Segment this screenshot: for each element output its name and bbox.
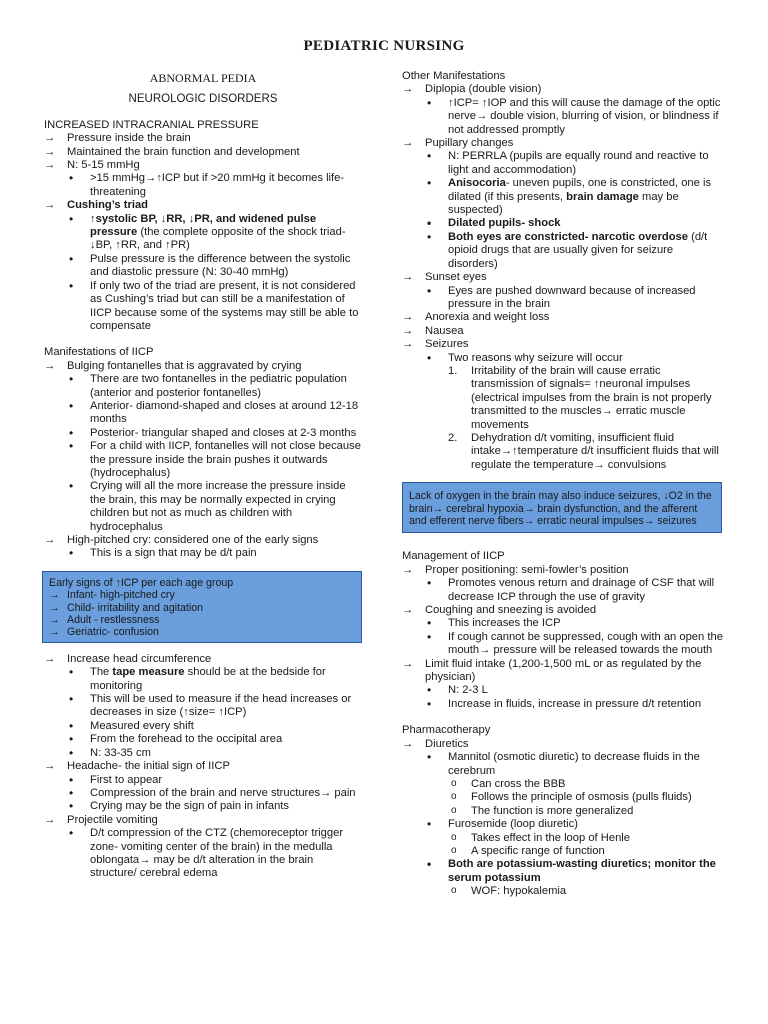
bullet-item: • ↑ICP= ↑IOP and this will cause the damage of the optic nerve→ double vision, blurring of vision, or blindness if not addressed promptly	[402, 97, 724, 137]
callout-heading: Early signs of ↑ICP per each age group	[49, 576, 234, 589]
bullet-item: • This will be used to measure if the head increases or decreases in size (↑size= ↑ICP)	[44, 693, 362, 720]
text: The	[90, 666, 113, 679]
bullet-item: • Two reasons why seizure will occur	[402, 352, 724, 365]
bullet-item	[402, 177, 724, 217]
bold-text: tape measure	[112, 666, 185, 679]
callout-item: → Geriatric- confusion	[49, 626, 355, 638]
bullet-item: • N: 2-3 L	[402, 684, 724, 697]
callout-item: → Adult - restlessness	[49, 614, 355, 626]
section-heading: Manifestations of IICP	[44, 346, 154, 359]
circle-item: o The function is more generalized	[402, 805, 724, 818]
arrow-item: → Headache- the initial sign of IICP	[44, 760, 362, 773]
text: may be suspected)	[448, 190, 679, 217]
other-manifestations-list	[402, 83, 724, 472]
bullet-item: • Mannitol (osmotic diuretic) to decrease fluids in the cerebrum	[402, 751, 724, 778]
arrow-item: → Cushing’s triad	[44, 199, 362, 212]
bullet-item: • Compression of the brain and nerve structures→ pain	[44, 787, 362, 800]
bullet-item: • If only two of the triad are present, it is not considered as Cushing’s triad but can still be a manifestation of IICP because some of the systems may still be able to compensate	[44, 280, 362, 334]
bullet-item: • N: PERRLA (pupils are equally round and reactive to light and accommodation)	[402, 150, 724, 177]
bullet-item: • For a child with IICP, fontanelles will not close because the pressure inside the brain pushes it outwards (hydrocephalus)	[44, 440, 362, 480]
arrow-item: → Pressure inside the brain	[44, 132, 362, 145]
section-subtitle: NEUROLOGIC DISORDERS	[128, 93, 278, 106]
arrow-item: → High-pitched cry: considered one of the early signs	[44, 534, 362, 547]
arrow-item: → Proper positioning: semi-fowler’s position	[402, 564, 724, 577]
bullet-item: • Pulse pressure is the difference between the systolic and diastolic pressure (N: 30-40 mmHg)	[44, 253, 362, 280]
bullet-item: • Dilated pupils- shock	[402, 217, 724, 230]
right-column	[402, 70, 724, 899]
bullet-item: • First to appear	[44, 774, 362, 787]
bullet-item: • Promotes venous return and drainage of CSF that will decrease ICP through the use of gravity	[402, 577, 724, 604]
bullet-item	[44, 666, 362, 693]
manifestations-list	[44, 360, 362, 561]
bullet-item: • >15 mmHg→↑ICP but if >20 mmHg it becomes life-threatening	[44, 172, 362, 199]
bullet-item: • D/t compression of the CTZ (chemoreceptor trigger zone- vomiting center of the brain) in the medulla oblongata→ may be d/t alteration in the brain structure/ cerebral edema	[44, 827, 362, 881]
bullet-item: • Crying may be the sign of pain in infants	[44, 800, 362, 813]
text: Dehydration d/t vomiting, insufficient fluid intake→↑temperature d/t insufficient fluids that will regulate the temperature→ convulsions	[471, 431, 719, 471]
bullet-item: • Furosemide (loop diuretic)	[402, 818, 724, 831]
numbered-item	[402, 365, 724, 432]
text: should be at the bedside for monitoring	[90, 666, 326, 692]
section-heading: INCREASED INTRACRANIAL PRESSURE	[44, 118, 259, 131]
bullet-item: • Anterior- diamond-shaped and closes at around 12-18 months	[44, 400, 362, 427]
management-list	[402, 564, 724, 711]
bullet-item: • Posterior- triangular shaped and closes at 2-3 months	[44, 427, 362, 440]
iicp-list	[44, 132, 362, 333]
item-number: 2.	[448, 431, 458, 444]
early-signs-callout	[42, 571, 362, 643]
bold-text: ↑systolic BP, ↓RR, ↓PR, and widened pulse pressure	[90, 212, 317, 239]
arrow-item: → Coughing and sneezing is avoided	[402, 604, 724, 617]
bold-text: Anisocoria	[448, 177, 506, 190]
numbered-item	[402, 432, 724, 472]
text: (the complete opposite of the shock triad- ↓BP, ↑RR, and ↑PR)	[90, 226, 346, 252]
arrow-item: → Anorexia and weight loss	[402, 311, 724, 324]
arrow-item: → Maintained the brain function and development	[44, 146, 362, 159]
arrow-item: → Limit fluid intake (1,200-1,500 mL or as regulated by the physician)	[402, 658, 724, 685]
arrow-item: → Nausea	[402, 325, 724, 338]
bullet-item: • Eyes are pushed downward because of increased pressure in the brain	[402, 285, 724, 312]
arrow-item: → Diplopia (double vision)	[402, 83, 724, 96]
bullet-item: • From the forehead to the occipital area	[44, 733, 362, 746]
arrow-item: → Pupillary changes	[402, 137, 724, 150]
arrow-item: → Bulging fontanelles that is aggravated by crying	[44, 360, 362, 373]
bullet-item: • Increase in fluids, increase in pressure d/t retention	[402, 698, 724, 711]
circle-item: o Follows the principle of osmosis (pulls fluids)	[402, 791, 724, 804]
page-title: PEDIATRIC NURSING	[303, 38, 465, 54]
left-column	[44, 70, 362, 881]
bullet-item: • There are two fontanelles in the pediatric population (anterior and posterior fontanelles)	[44, 373, 362, 400]
section-subtitle: ABNORMAL PEDIA	[149, 71, 257, 85]
callout-item: → Child- irritability and agitation	[49, 602, 355, 614]
bold-text: brain damage	[566, 190, 639, 203]
bold-text: Both eyes are constricted- narcotic overdose	[448, 230, 688, 243]
text: Irritability of the brain will cause erratic transmission of signals= ↑neuronal impulses (electrical impulses from the brain is not properly transmitted to the muscles→ erratic muscle movements	[471, 364, 712, 431]
bullet-item	[44, 213, 362, 253]
bullet-item: • This is a sign that may be d/t pain	[44, 547, 362, 560]
bullet-item: • Measured every shift	[44, 720, 362, 733]
manifestations-list-cont	[44, 653, 362, 881]
arrow-item: → Sunset eyes	[402, 271, 724, 284]
circle-item: o WOF: hypokalemia	[402, 885, 724, 898]
pharmacotherapy-list	[402, 738, 724, 899]
circle-item: o Takes effect in the loop of Henle	[402, 832, 724, 845]
bullet-item: • This increases the ICP	[402, 617, 724, 630]
bullet-item: • Crying will all the more increase the pressure inside the brain, this may be normally expected in crying children but not as much as children with hydrocephalus	[44, 480, 362, 534]
bullet-item: • N: 33-35 cm	[44, 747, 362, 760]
callout-item: → Infant- high-pitched cry	[49, 589, 355, 601]
section-heading: Other Manifestations	[402, 70, 506, 82]
circle-item: o Can cross the BBB	[402, 778, 724, 791]
circle-item: o A specific range of function	[402, 845, 724, 858]
arrow-item: → Increase head circumference	[44, 653, 362, 666]
section-heading: Management of IICP	[402, 550, 505, 563]
text: - uneven pupils, one is constricted, one is dilated (if this presents,	[448, 177, 712, 203]
arrow-item: → Diuretics	[402, 738, 724, 751]
bullet-item: • Both are potassium-wasting diuretics; monitor the serum potassium	[402, 858, 724, 885]
arrow-item: → Seizures	[402, 338, 724, 351]
item-number: 1.	[448, 364, 458, 377]
bullet-item: • If cough cannot be suppressed, cough with an open the mouth→ pressure will be released towards the mouth	[402, 631, 724, 658]
hypoxia-callout: Lack of oxygen in the brain may also induce seizures, ↓O2 in the brain→ cerebral hypoxia→ brain dysfunction, and the afferent and efferent nerve fibers→ erratic neural impulses→ seizures	[402, 482, 722, 533]
bullet-item	[402, 231, 724, 271]
section-heading: Pharmacotherapy	[402, 724, 491, 737]
arrow-item: → N: 5-15 mmHg	[44, 159, 362, 172]
arrow-item: → Projectile vomiting	[44, 814, 362, 827]
text: (d/t opioid drugs that are usually given for seizure disorders)	[448, 230, 708, 270]
